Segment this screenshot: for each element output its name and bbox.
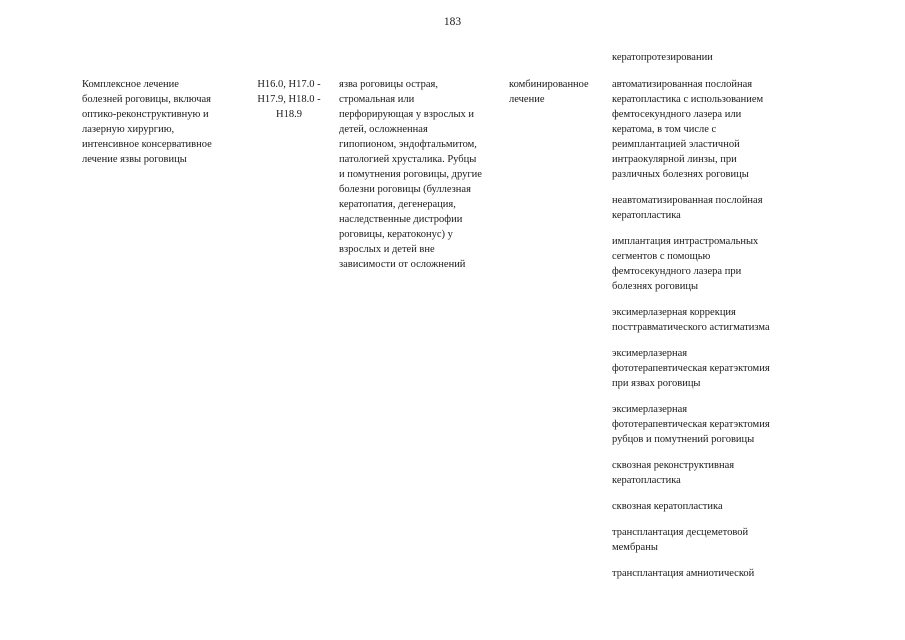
treatment-name-line: лазерную хирургию, (82, 124, 175, 135)
diagnosis-line: кератопатия, дегенерация, (339, 199, 456, 210)
procedure-item: сквозная реконструктивная кератопластика (612, 460, 735, 486)
carryover-procedure: кератопротезировании (612, 52, 713, 63)
treatment-type-line: лечение (509, 94, 545, 105)
diagnosis-line: зависимости от осложнений (339, 259, 466, 270)
treatment-name-line: лечение язвы роговицы (82, 154, 187, 165)
procedure-item: трансплантация десцеметовой мембраны (612, 527, 749, 553)
treatment-name-line: болезней роговицы, включая (82, 94, 211, 105)
diagnosis-line: патологией хрусталика. Рубцы (339, 154, 477, 165)
procedure-item: эксимерлазерная фототерапевтическая кератэктомия рубцов и помутнений роговицы (612, 404, 770, 445)
treatment-name (82, 77, 242, 167)
procedure-item: трансплантация амниотической (612, 568, 755, 579)
diagnosis-line: гипопионом, эндофтальмитом, (339, 139, 477, 150)
procedure-item: сквозная кератопластика (612, 501, 723, 512)
treatment-name-line: интенсивное консервативное (82, 139, 212, 150)
diagnosis-line: детей, осложненная (339, 124, 428, 135)
icd-codes-line: H18.9 (276, 109, 302, 120)
procedure-item: неавтоматизированная послойная кератопластика (612, 195, 763, 221)
procedure-item: эксимерлазерная фототерапевтическая кератэктомия при язвах роговицы (612, 348, 770, 389)
diagnosis-line: наследственные дистрофии (339, 214, 463, 225)
procedure-item: автоматизированная послойная кератопластика с использованием фемтосекундного лазера или кератома, в том числе с реимплантацией эластичной интраокулярной линзы, при различных болезнях роговицы (612, 79, 764, 180)
diagnosis-line: язва роговицы острая, (339, 79, 439, 90)
diagnosis-line: и помутнения роговицы, другие (339, 169, 482, 180)
treatment-name-line: Комплексное лечение (82, 79, 179, 90)
diagnosis-line: болезни роговицы (буллезная (339, 184, 471, 195)
procedure-list (612, 77, 804, 592)
page-number: 183 (443, 16, 462, 28)
diagnosis-line: роговицы, кератоконус) у (339, 229, 453, 240)
icd-codes-line: H17.9, H18.0 - (257, 94, 321, 105)
procedure-item: эксимерлазерная коррекция посттравматического астигматизма (612, 307, 770, 333)
diagnosis-line: стромальная или (339, 94, 415, 105)
treatment-type (509, 77, 604, 107)
diagnosis (339, 77, 501, 272)
diagnosis-line: перфорирующая у взрослых и (339, 109, 475, 120)
treatment-name-line: оптико-реконструктивную и (82, 109, 209, 120)
treatment-type-line: комбинированное (509, 79, 589, 90)
icd-codes-line: H16.0, H17.0 - (257, 79, 321, 90)
procedure-item: имплантация интрастромальных сегментов с помощью фемтосекундного лазера при болезнях роговицы (612, 236, 759, 292)
diagnosis-line: взрослых и детей вне (339, 244, 435, 255)
icd-codes (250, 77, 328, 122)
